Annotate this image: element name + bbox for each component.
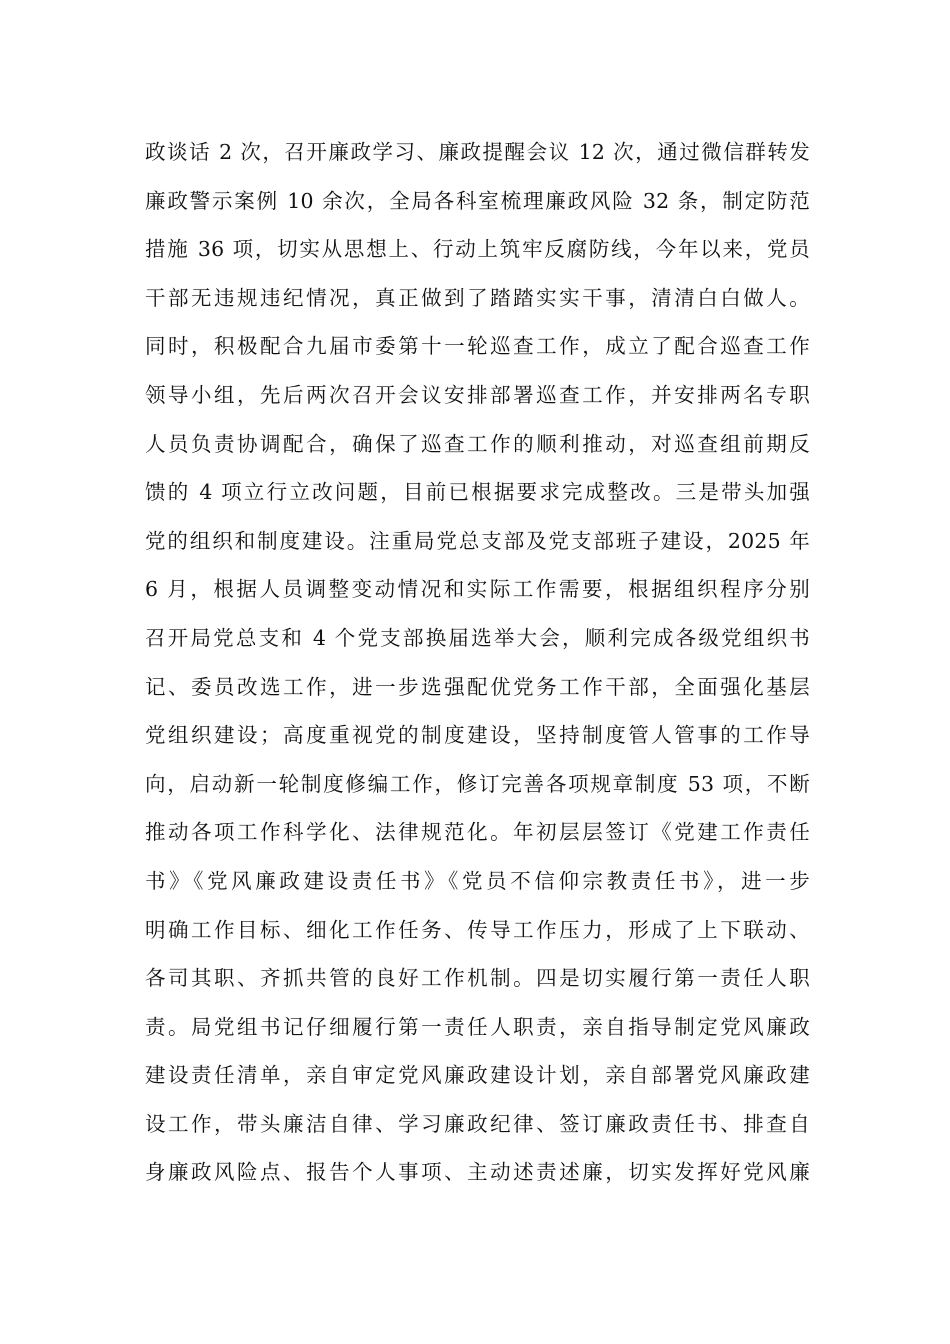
text-line: 党的组织和制度建设。注重局党总支部及党支部班子建设，2025 年 (145, 528, 810, 553)
text-line: 6 月，根据人员调整变动情况和实际工作需要，根据组织程序分别 (145, 577, 810, 602)
text-line: 措施 36 项，切实从思想上、行动上筑牢反腐防线，今年以来，党员 (145, 237, 810, 262)
text-line: 干部无违规违纪情况，真正做到了踏踏实实干事，清清白白做人。 (145, 285, 810, 310)
text-line: 廉政警示案例 10 余次，全局各科室梳理廉政风险 32 条，制定防范 (145, 188, 810, 213)
text-line: 党组织建设；高度重视党的制度建设，坚持制度管人管事的工作导 (145, 723, 810, 748)
text-line: 同时，积极配合九届市委第十一轮巡查工作，成立了配合巡查工作 (145, 334, 810, 359)
text-line: 建设责任清单，亲自审定党风廉政建设计划，亲自部署党风廉政建 (145, 1063, 810, 1088)
text-line: 记、委员改选工作，进一步选强配优党务工作干部，全面强化基层 (145, 674, 810, 699)
text-line: 各司其职、齐抓共管的良好工作机制。四是切实履行第一责任人职 (145, 966, 810, 991)
text-line: 推动各项工作科学化、法律规范化。年初层层签订《党建工作责任 (145, 820, 810, 845)
text-line: 领导小组，先后两次召开会议安排部署巡查工作，并安排两名专职 (145, 382, 810, 407)
text-line: 书》《党风廉政建设责任书》《党员不信仰宗教责任书》，进一步 (145, 868, 810, 893)
text-line: 设工作，带头廉洁自律、学习廉政纪律、签订廉政责任书、排查自 (145, 1111, 810, 1136)
text-line: 向，启动新一轮制度修编工作，修订完善各项规章制度 53 项，不断 (145, 771, 810, 796)
body-text (145, 128, 810, 1197)
text-line: 馈的 4 项立行立改问题，目前已根据要求完成整改。三是带头加强 (145, 480, 810, 505)
text-line: 责。局党组书记仔细履行第一责任人职责，亲自指导制定党风廉政 (145, 1014, 810, 1039)
text-line: 明确工作目标、细化工作任务、传导工作压力，形成了上下联动、 (145, 917, 810, 942)
text-line: 政谈话 2 次，召开廉政学习、廉政提醒会议 12 次，通过微信群转发 (145, 140, 810, 164)
text-line: 人员负责协调配合，确保了巡查工作的顺利推动，对巡查组前期反 (145, 431, 810, 456)
text-line: 身廉政风险点、报告个人事项、主动述责述廉，切实发挥好党风廉 (145, 1160, 810, 1185)
text-line: 召开局党总支和 4 个党支部换届选举大会，顺利完成各级党组织书 (145, 625, 810, 650)
